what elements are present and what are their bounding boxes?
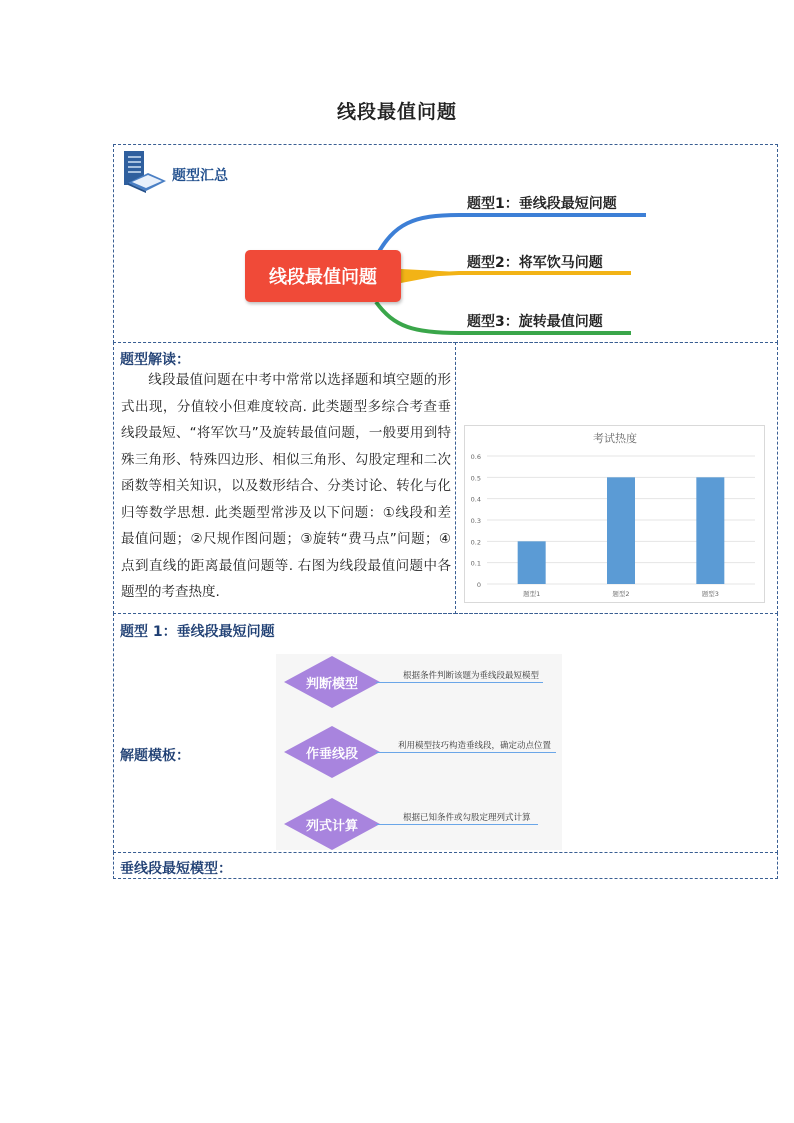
type1-heading: 题型 1：垂线段最短问题 (120, 624, 275, 640)
branch-label-3: 题型3：旋转最值问题 (467, 314, 603, 330)
flow-step-desc: 根据条件判断该题为垂线段最短模型 (403, 671, 540, 681)
type1-section (113, 613, 778, 853)
model-section (113, 852, 778, 879)
flow-step-1 (284, 656, 380, 708)
flow-step-desc: 利用模型技巧构造垂线段，确定动点位置 (398, 741, 552, 751)
page-title: 线段最值问题 (336, 101, 457, 123)
interpretation-text: 线段最值问题在中考中常常以选择题和填空题的形式出现，分值较小但难度较高. 此类题型多综合考查垂线段最短、“将军饮马”及旋转最值问题，一般要用到特殊三角形、特殊四边形、相似三角形、勾股定理和二次函数等相关知识，以及数形结合、分类讨论、转化与化归等数学思想. 此类题型常涉及以下问题：①线段和差最值问题；②尺规作图问题；③旋转“费马点”问题；④点到直线的距离最值问题等. 右图为线段最值问题中各题型的考查热度. (121, 372, 451, 600)
mindmap-connectors (114, 145, 779, 344)
flow-arrow-3 (376, 824, 538, 825)
y-tick-label: 0.5 (470, 474, 481, 483)
flow-step-2 (284, 726, 380, 778)
branch-line-1 (376, 215, 646, 257)
bar-2 (607, 477, 635, 584)
y-tick-label: 0.4 (470, 495, 481, 504)
chart-title: 考试热度 (593, 432, 637, 445)
mindmap-center-node: 线段最值问题 (245, 250, 401, 302)
chart-section (455, 342, 778, 614)
branch-wedge-2 (401, 269, 459, 283)
flow-step-label: 作垂线段 (305, 746, 358, 762)
y-tick-label: 0.1 (470, 559, 481, 568)
model-heading: 垂线段最短模型： (120, 861, 232, 877)
bar-chart (465, 426, 764, 602)
flow-step-label: 判断模型 (305, 676, 358, 692)
chart-frame (464, 425, 765, 603)
y-tick-label: 0 (476, 581, 481, 589)
x-tick-label: 题型3 (701, 590, 719, 598)
flow-step-label: 列式计算 (305, 818, 358, 834)
summary-section (113, 144, 778, 343)
y-tick-label: 0.3 (470, 517, 481, 525)
bar-3 (696, 477, 724, 584)
flow-arrow-2 (376, 752, 556, 753)
interpretation-section (113, 342, 456, 614)
branch-label-2: 题型2：将军饮马问题 (467, 255, 603, 271)
summary-tag: 题型汇总 (172, 168, 228, 184)
template-label: 解题模板： (120, 748, 190, 764)
branch-label-1: 题型1：垂线段最短问题 (467, 196, 617, 212)
x-tick-label: 题型1 (523, 590, 541, 598)
y-tick-label: 0.2 (470, 538, 481, 547)
interpretation-body (121, 367, 451, 606)
solution-flowchart (276, 654, 562, 850)
flow-step-desc: 根据已知条件或勾股定理列式计算 (403, 813, 531, 823)
flow-step-3 (284, 798, 380, 850)
flow-arrow-1 (376, 682, 543, 683)
y-tick-label: 0.6 (470, 453, 481, 461)
interpretation-heading: 题型解读： (120, 352, 190, 368)
x-tick-label: 题型2 (612, 590, 630, 598)
bar-1 (518, 541, 546, 584)
